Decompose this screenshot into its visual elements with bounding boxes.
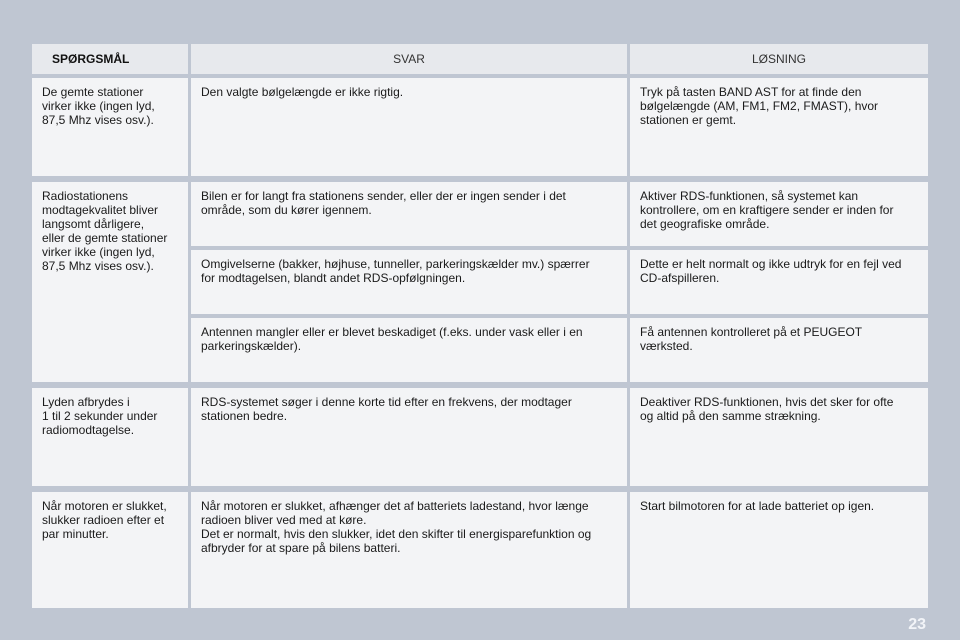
header-solution: LØSNING [630,44,928,74]
row2-item3-answer: Antennen mangler eller er blevet beskadiget (f.eks. under vask eller i en parkeringskælder). [191,318,627,382]
row2-question: Radiostationens modtagekvalitet bliver langsomt dårligere, eller de gemte stationer virker ikke (ingen lyd, 87,5 Mhz vises osv.). [32,182,188,382]
row1-solution: Tryk på tasten BAND AST for at finde den bølgelængde (AM, FM1, FM2, FMAST), hvor stationen er gemt. [630,78,928,176]
row2-item3-solution: Få antennen kontrolleret på et PEUGEOT værksted. [630,318,928,382]
row4-solution: Start bilmotoren for at lade batteriet op igen. [630,492,928,608]
row3-solution: Deaktiver RDS-funktionen, hvis det sker for ofte og altid på den samme strækning. [630,388,928,486]
row2-item2-answer: Omgivelserne (bakker, højhuse, tunneller, parkeringskælder mv.) spærrer for modtagelsen, blandt andet RDS-opfølgningen. [191,250,627,314]
row2-item1-answer: Bilen er for langt fra stationens sender, eller der er ingen sender i det område, som du kører igennem. [191,182,627,246]
page-number: 23 [908,616,926,633]
row3-answer: RDS-systemet søger i denne korte tid efter en frekvens, der modtager stationen bedre. [191,388,627,486]
header-answer: SVAR [191,44,627,74]
row4-answer: Når motoren er slukket, afhænger det af batteriets ladestand, hvor længe radioen bliver ved med at køre. Det er normalt, hvis den slukker, idet den skifter til energisparefunktion og afbryder for at spare på bilens batteri. [191,492,627,608]
row2-item2-solution: Dette er helt normalt og ikke udtryk for en fejl ved CD-afspilleren. [630,250,928,314]
row2-item1-solution: Aktiver RDS-funktionen, så systemet kan kontrollere, om en kraftigere sender er inden for det geografiske område. [630,182,928,246]
header-question: SPØRGSMÅL [32,44,188,74]
row1-question: De gemte stationer virker ikke (ingen lyd, 87,5 Mhz vises osv.). [32,78,188,176]
row1-answer: Den valgte bølgelængde er ikke rigtig. [191,78,627,176]
row3-question: Lyden afbrydes i 1 til 2 sekunder under radiomodtagelse. [32,388,188,486]
row4-question: Når motoren er slukket, slukker radioen efter et par minutter. [32,492,188,608]
